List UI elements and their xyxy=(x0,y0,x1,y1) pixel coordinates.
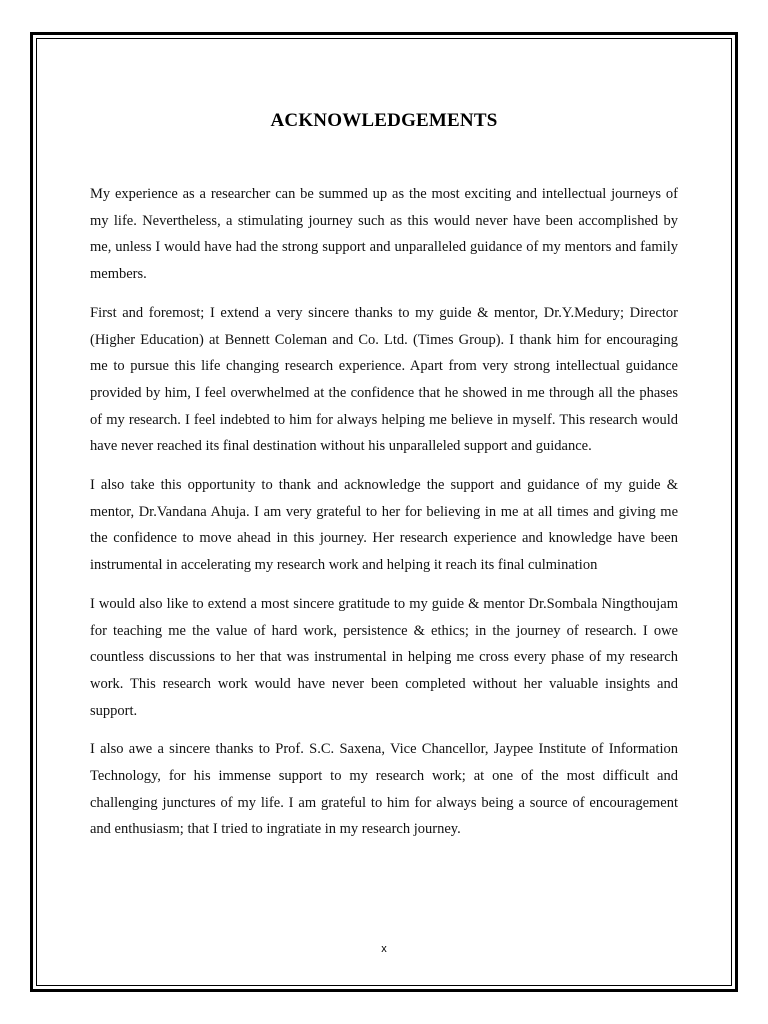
paragraph-2: First and foremost; I extend a very sincere thanks to my guide & mentor, Dr.Y.Medury; Director (Higher Education) at Bennett Coleman and Co. Ltd. (Times Group). I thank him for encouraging me to pursue this life changing research experience. Apart from very strong intellectual guidance provided by him, I feel overwhelmed at the confidence that he showed in me through all the phases of my research. I feel indebted to him for always helping me believe in myself. This research would have never reached its final destination without his unparalleled support and guidance. xyxy=(90,304,678,455)
page-number: x xyxy=(381,943,387,955)
paragraph-4: I would also like to extend a most sincere gratitude to my guide & mentor Dr.Sombala Ningthoujam for teaching me the value of hard work, persistence & ethics; in the journey of research. I owe countless discussions to her that was instrumental in helping me cross every phase of my research work. This research work would have never been completed without her valuable insights and support. xyxy=(90,595,678,719)
page-title: ACKNOWLEDGEMENTS xyxy=(270,110,498,131)
paragraph-1: My experience as a researcher can be summed up as the most exciting and intellectual journeys of my life. Nevertheless, a stimulating journey such as this would never have been accomplished by me, unless I would have had the strong support and unparalleled guidance of my mentors and family members. xyxy=(90,186,678,283)
paragraph-3: I also take this opportunity to thank and acknowledge the support and guidance of my guide & mentor, Dr.Vandana Ahuja. I am very grateful to her for believing in me at all times and giving me the confidence to move ahead in this journey. Her research experience and knowledge have been instrumental in accelerating my research work and helping it reach its final culmination xyxy=(90,477,678,574)
paragraph-5: I also awe a sincere thanks to Prof. S.C. Saxena, Vice Chancellor, Jaypee Institute of Information Technology, for his immense support to my research work; at one of the most difficult and challenging junctures of my life. I am grateful to him for always being a source of encouragement and enthusiasm; that I tried to ingratiate in my research journey. xyxy=(90,741,678,838)
document-body xyxy=(90,181,678,855)
